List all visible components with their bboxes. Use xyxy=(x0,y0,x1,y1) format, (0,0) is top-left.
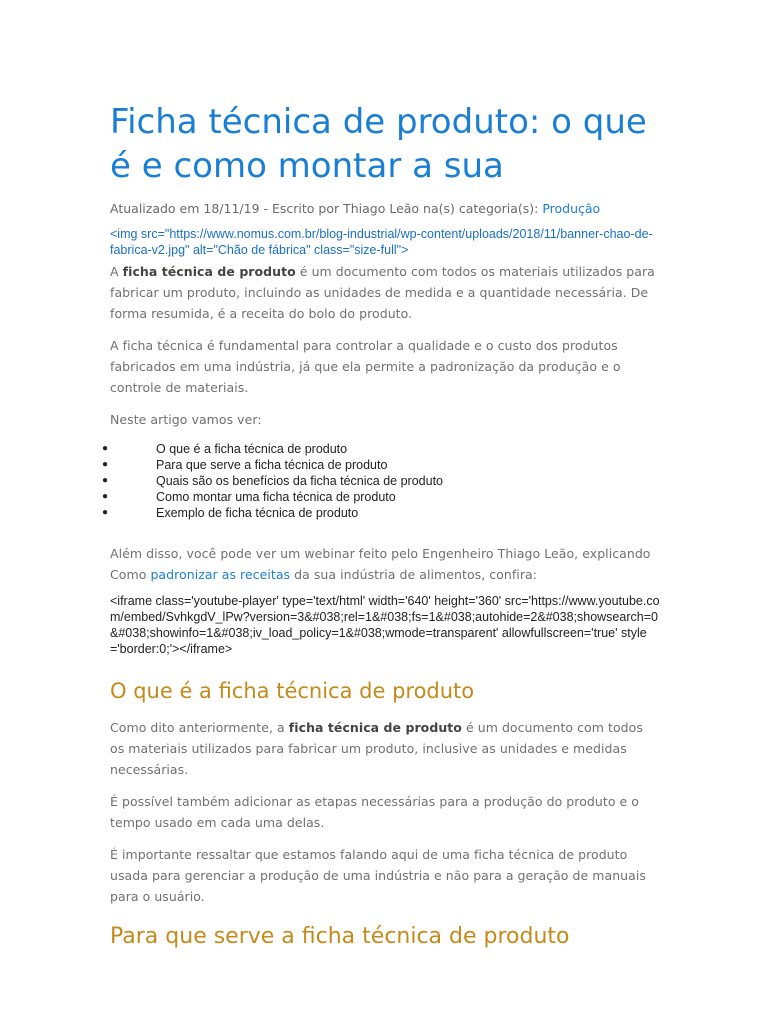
list-item xyxy=(102,473,660,489)
standardize-recipes-link[interactable]: padronizar as receitas xyxy=(150,567,291,582)
section1-paragraph-1 xyxy=(110,717,660,780)
intro-p1-start: A xyxy=(110,264,123,279)
section1-p1-bold: ficha técnica de produto xyxy=(288,720,462,735)
img-code-text: <img src="https://www.nomus.com.br/blog-industrial/wp-content/uploads/2018/11/banner-chao-de-fabrica-v2.jpg" alt="Chão de fábrica" class="size-full"> xyxy=(110,227,653,257)
list-item xyxy=(102,505,660,521)
section1-paragraph-2: É possível também adicionar as etapas necessárias para a produção do produto e o tempo usado em cada uma delas. xyxy=(110,794,639,830)
list-item-text: Para que serve a ficha técnica de produto xyxy=(156,458,388,472)
section1-p1-end: é um documento com todos os materiais utilizados para fabricar um produto, inclusive as unidades e medidas necessárias. xyxy=(110,720,643,777)
webinar-paragraph xyxy=(110,543,660,585)
intro-p1-end: é um documento com todos os materiais utilizados para fabricar um produto, incluindo as unidades de medida e a quantidade necessária. De forma resumida, é a receita do bolo do produto. xyxy=(110,264,655,321)
section1-paragraph-3: É importante ressaltar que estamos falando aqui de uma ficha técnica de produto usada para gerenciar a produção de uma indústria e não para a geração de manuais para o usuário. xyxy=(110,847,646,904)
list-item xyxy=(102,457,660,473)
iframe-code-text: <iframe class='youtube-player' type='text/html' width='640' height='360' src='https://www.youtube.com/embed/SvhkgdV_lPw?version=3&#038;rel=1&#038;fs=1&#038;autohide=2&#038;showsearch=0&#038;showinfo=1&#038;iv_load_policy=1&#038;wmode=transparent' allowfullscreen='true' style='border:0;'></iframe> xyxy=(110,594,660,656)
list-item-text: Como montar uma ficha técnica de produto xyxy=(156,490,396,504)
article-meta xyxy=(110,200,660,218)
intro-paragraph-1 xyxy=(110,261,660,324)
list-item-text: Exemplo de ficha técnica de produto xyxy=(156,506,359,520)
intro-p1-bold: ficha técnica de produto xyxy=(122,264,296,279)
list-item-text: Quais são os benefícios da ficha técnica de produto xyxy=(156,474,443,488)
intro-paragraph-3: Neste artigo vamos ver: xyxy=(110,412,262,427)
list-item-text: O que é a ficha técnica de produto xyxy=(156,442,348,456)
list-item xyxy=(102,441,660,457)
section-heading-what-is: O que é a ficha técnica de produto xyxy=(110,679,475,703)
intro-paragraph-2: A ficha técnica é fundamental para controlar a qualidade e o custo dos produtos fabricados em uma indústria, já que ela permite a padronização da produção e o controle de materiais. xyxy=(110,338,621,395)
bullet-icon: ● xyxy=(102,475,109,486)
bullet-icon: ● xyxy=(102,459,109,470)
toc-list xyxy=(102,441,660,521)
list-item xyxy=(102,489,660,505)
webinar-line-2-end: da sua indústria de alimentos, confira: xyxy=(290,567,537,582)
bullet-icon: ● xyxy=(102,491,109,502)
webinar-line-1: Além disso, você pode ver um webinar feito pelo Engenheiro Thiago Leão, explicando xyxy=(110,546,651,561)
article-title: Ficha técnica de produto: o que é e como montar a sua xyxy=(110,102,647,186)
category-link[interactable]: Produção xyxy=(542,201,601,216)
bullet-icon: ● xyxy=(102,507,109,518)
article xyxy=(102,100,660,963)
meta-text: Atualizado em 18/11/19 - Escrito por Thiago Leão na(s) categoria(s): xyxy=(110,201,539,216)
webinar-line-2-start: Como xyxy=(110,567,151,582)
bullet-icon: ● xyxy=(102,443,109,454)
section1-p1-start: Como dito anteriormente, a xyxy=(110,720,289,735)
section-heading-purpose: Para que serve a ficha técnica de produto xyxy=(110,924,570,949)
